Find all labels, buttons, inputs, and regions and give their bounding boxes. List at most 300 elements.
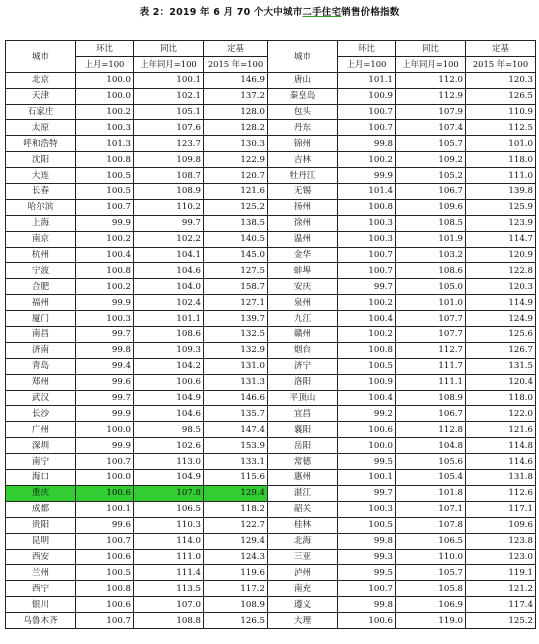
left-mom-cell: 100.5	[76, 184, 134, 200]
table-row	[6, 374, 536, 390]
right-city-cell: 丹东	[268, 120, 338, 136]
right-yoy-cell: 108.6	[396, 263, 466, 279]
left-fixed-cell: 131.0	[204, 358, 268, 374]
left-yoy-cell: 108.7	[134, 168, 204, 184]
left-mom-cell: 99.9	[76, 406, 134, 422]
left-mom-cell: 99.4	[76, 358, 134, 374]
right-city-cell: 徐州	[268, 215, 338, 231]
left-fixed-cell: 122.9	[204, 152, 268, 168]
left-yoy-cell: 99.7	[134, 215, 204, 231]
right-yoy-cell: 106.7	[396, 184, 466, 200]
table-title	[0, 4, 539, 18]
right-fixed-cell: 101.0	[466, 136, 536, 152]
right-fixed-cell: 109.6	[466, 517, 536, 533]
left-city-cell: 乌鲁木齐	[6, 613, 76, 629]
right-fixed-cell: 139.8	[466, 184, 536, 200]
left-fixed-cell: 137.2	[204, 88, 268, 104]
right-mom-cell: 100.8	[338, 342, 396, 358]
right-mom-cell: 99.5	[338, 565, 396, 581]
right-mom-cell: 100.6	[338, 422, 396, 438]
left-mom-cell: 100.0	[76, 72, 134, 88]
left-mom-cell: 100.2	[76, 231, 134, 247]
right-city-cell: 桂林	[268, 517, 338, 533]
right-yoy-cell: 106.7	[396, 406, 466, 422]
right-mom-cell: 100.7	[338, 263, 396, 279]
right-mom-cell: 100.7	[338, 247, 396, 263]
right-yoy-cell: 105.8	[396, 581, 466, 597]
table-row	[6, 120, 536, 136]
right-fixed-cell: 114.8	[466, 438, 536, 454]
left-fixed-cell: 127.5	[204, 263, 268, 279]
table-row	[6, 247, 536, 263]
table-row	[6, 342, 536, 358]
left-yoy-cell: 109.3	[134, 342, 204, 358]
header-city: 城市	[268, 41, 338, 73]
left-mom-cell: 100.3	[76, 311, 134, 327]
left-yoy-cell: 104.6	[134, 406, 204, 422]
right-fixed-cell: 125.9	[466, 199, 536, 215]
table-row	[6, 327, 536, 343]
table-row	[6, 295, 536, 311]
right-mom-cell: 100.5	[338, 358, 396, 374]
header-fixed: 定基	[204, 41, 268, 57]
table-row	[6, 549, 536, 565]
table-row	[6, 72, 536, 88]
right-mom-cell: 100.3	[338, 501, 396, 517]
right-city-cell: 温州	[268, 231, 338, 247]
left-mom-cell: 100.5	[76, 565, 134, 581]
right-yoy-cell: 105.2	[396, 168, 466, 184]
right-mom-cell: 100.5	[338, 517, 396, 533]
right-yoy-cell: 105.4	[396, 470, 466, 486]
left-city-cell: 广州	[6, 422, 76, 438]
left-city-cell: 杭州	[6, 247, 76, 263]
right-city-cell: 常德	[268, 454, 338, 470]
left-mom-cell: 100.2	[76, 104, 134, 120]
left-yoy-cell: 123.7	[134, 136, 204, 152]
table-row	[6, 485, 536, 501]
left-mom-cell: 100.0	[76, 422, 134, 438]
left-fixed-cell: 147.4	[204, 422, 268, 438]
table-row	[6, 358, 536, 374]
left-city-cell: 大连	[6, 168, 76, 184]
table-row	[6, 581, 536, 597]
right-mom-cell: 100.9	[338, 374, 396, 390]
header-fixed-base: 2015 年=100	[466, 56, 536, 72]
left-fixed-cell: 139.7	[204, 311, 268, 327]
left-yoy-cell: 102.4	[134, 295, 204, 311]
table-row	[6, 136, 536, 152]
right-mom-cell: 100.6	[338, 613, 396, 629]
left-city-cell: 深圳	[6, 438, 76, 454]
right-city-cell: 平顶山	[268, 390, 338, 406]
left-mom-cell: 99.7	[76, 327, 134, 343]
right-mom-cell: 100.2	[338, 327, 396, 343]
left-city-cell: 合肥	[6, 279, 76, 295]
left-mom-cell: 99.9	[76, 215, 134, 231]
right-city-cell: 锦州	[268, 136, 338, 152]
left-mom-cell: 100.0	[76, 88, 134, 104]
header-fixed-base: 2015 年=100	[204, 56, 268, 72]
right-fixed-cell: 123.9	[466, 215, 536, 231]
right-fixed-cell: 131.8	[466, 470, 536, 486]
header-mom-base: 上月=100	[76, 56, 134, 72]
left-fixed-cell: 140.5	[204, 231, 268, 247]
right-fixed-cell: 122.8	[466, 263, 536, 279]
left-fixed-cell: 126.5	[204, 613, 268, 629]
table-row	[6, 199, 536, 215]
price-index-table	[5, 40, 536, 629]
left-fixed-cell: 146.9	[204, 72, 268, 88]
left-city-cell: 贵阳	[6, 517, 76, 533]
table-row	[6, 311, 536, 327]
table-row	[6, 215, 536, 231]
right-yoy-cell: 107.1	[396, 501, 466, 517]
right-yoy-cell: 107.8	[396, 517, 466, 533]
left-mom-cell: 100.8	[76, 152, 134, 168]
right-city-cell: 包头	[268, 104, 338, 120]
table-row	[6, 501, 536, 517]
right-mom-cell: 100.8	[338, 199, 396, 215]
right-mom-cell: 99.7	[338, 485, 396, 501]
left-fixed-cell: 132.5	[204, 327, 268, 343]
right-fixed-cell: 112.6	[466, 485, 536, 501]
left-fixed-cell: 124.3	[204, 549, 268, 565]
header-yoy-base: 上年同月=100	[134, 56, 204, 72]
table-row	[6, 184, 536, 200]
left-yoy-cell: 108.8	[134, 613, 204, 629]
left-mom-cell: 99.9	[76, 438, 134, 454]
right-yoy-cell: 107.7	[396, 327, 466, 343]
left-yoy-cell: 98.5	[134, 422, 204, 438]
left-fixed-cell: 146.6	[204, 390, 268, 406]
right-city-cell: 大理	[268, 613, 338, 629]
left-fixed-cell: 118.2	[204, 501, 268, 517]
right-fixed-cell: 117.4	[466, 597, 536, 613]
left-yoy-cell: 105.1	[134, 104, 204, 120]
left-fixed-cell: 122.7	[204, 517, 268, 533]
right-mom-cell: 100.4	[338, 390, 396, 406]
table-row	[6, 231, 536, 247]
right-yoy-cell: 101.9	[396, 231, 466, 247]
left-mom-cell: 100.4	[76, 247, 134, 263]
left-yoy-cell: 111.4	[134, 565, 204, 581]
left-yoy-cell: 107.0	[134, 597, 204, 613]
right-city-cell: 湛江	[268, 485, 338, 501]
left-city-cell: 银川	[6, 597, 76, 613]
header-yoy: 同比	[396, 41, 466, 57]
table-row	[6, 470, 536, 486]
left-mom-cell: 100.3	[76, 120, 134, 136]
right-yoy-cell: 108.5	[396, 215, 466, 231]
right-fixed-cell: 114.7	[466, 231, 536, 247]
left-fixed-cell: 135.7	[204, 406, 268, 422]
right-fixed-cell: 121.6	[466, 422, 536, 438]
right-mom-cell: 99.8	[338, 597, 396, 613]
left-mom-cell: 100.1	[76, 501, 134, 517]
left-mom-cell: 100.5	[76, 168, 134, 184]
right-mom-cell: 99.8	[338, 136, 396, 152]
right-city-cell: 烟台	[268, 342, 338, 358]
left-yoy-cell: 104.1	[134, 247, 204, 263]
right-city-cell: 吉林	[268, 152, 338, 168]
left-city-cell: 北京	[6, 72, 76, 88]
right-fixed-cell: 126.5	[466, 88, 536, 104]
right-city-cell: 牡丹江	[268, 168, 338, 184]
left-city-cell: 哈尔滨	[6, 199, 76, 215]
right-yoy-cell: 101.0	[396, 295, 466, 311]
left-mom-cell: 99.6	[76, 517, 134, 533]
right-city-cell: 泸州	[268, 565, 338, 581]
left-fixed-cell: 125.2	[204, 199, 268, 215]
left-fixed-cell: 121.6	[204, 184, 268, 200]
header-yoy: 同比	[134, 41, 204, 57]
left-fixed-cell: 117.2	[204, 581, 268, 597]
right-yoy-cell: 107.9	[396, 104, 466, 120]
right-city-cell: 九江	[268, 311, 338, 327]
left-mom-cell: 100.7	[76, 533, 134, 549]
right-mom-cell: 99.7	[338, 279, 396, 295]
right-yoy-cell: 105.7	[396, 136, 466, 152]
left-city-cell: 郑州	[6, 374, 76, 390]
left-yoy-cell: 114.0	[134, 533, 204, 549]
table-row	[6, 390, 536, 406]
right-fixed-cell: 121.2	[466, 581, 536, 597]
right-mom-cell: 99.8	[338, 533, 396, 549]
left-yoy-cell: 101.1	[134, 311, 204, 327]
left-yoy-cell: 107.6	[134, 120, 204, 136]
table-row	[6, 279, 536, 295]
right-fixed-cell: 111.0	[466, 168, 536, 184]
right-mom-cell: 100.0	[338, 438, 396, 454]
left-city-cell: 南宁	[6, 454, 76, 470]
left-city-cell: 南京	[6, 231, 76, 247]
title-suffix: 销售价格指数	[341, 7, 400, 18]
left-city-cell: 长沙	[6, 406, 76, 422]
left-mom-cell: 100.8	[76, 263, 134, 279]
right-mom-cell: 99.2	[338, 406, 396, 422]
left-yoy-cell: 100.1	[134, 72, 204, 88]
header-mom-base: 上月=100	[338, 56, 396, 72]
right-fixed-cell: 131.5	[466, 358, 536, 374]
table-row	[6, 597, 536, 613]
left-fixed-cell: 158.7	[204, 279, 268, 295]
left-yoy-cell: 110.3	[134, 517, 204, 533]
table-row	[6, 565, 536, 581]
right-yoy-cell: 108.9	[396, 390, 466, 406]
table-row	[6, 517, 536, 533]
left-mom-cell: 99.8	[76, 342, 134, 358]
right-mom-cell: 100.7	[338, 581, 396, 597]
left-yoy-cell: 113.0	[134, 454, 204, 470]
left-yoy-cell: 106.5	[134, 501, 204, 517]
right-yoy-cell: 105.6	[396, 454, 466, 470]
left-mom-cell: 100.7	[76, 199, 134, 215]
right-city-cell: 韶关	[268, 501, 338, 517]
left-city-cell: 重庆	[6, 485, 76, 501]
left-fixed-cell: 119.6	[204, 565, 268, 581]
right-city-cell: 扬州	[268, 199, 338, 215]
left-yoy-cell: 102.2	[134, 231, 204, 247]
right-fixed-cell: 120.3	[466, 279, 536, 295]
right-yoy-cell: 109.2	[396, 152, 466, 168]
right-yoy-cell: 105.7	[396, 565, 466, 581]
left-fixed-cell: 153.9	[204, 438, 268, 454]
right-city-cell: 宜昌	[268, 406, 338, 422]
left-city-cell: 南昌	[6, 327, 76, 343]
left-yoy-cell: 109.8	[134, 152, 204, 168]
right-mom-cell: 99.5	[338, 454, 396, 470]
left-city-cell: 兰州	[6, 565, 76, 581]
right-yoy-cell: 119.0	[396, 613, 466, 629]
header-mom: 环比	[338, 41, 396, 57]
right-city-cell: 济宁	[268, 358, 338, 374]
right-city-cell: 洛阳	[268, 374, 338, 390]
right-yoy-cell: 105.0	[396, 279, 466, 295]
left-mom-cell: 100.6	[76, 485, 134, 501]
right-fixed-cell: 120.9	[466, 247, 536, 263]
left-fixed-cell: 131.3	[204, 374, 268, 390]
right-city-cell: 三亚	[268, 549, 338, 565]
right-fixed-cell: 118.0	[466, 152, 536, 168]
right-mom-cell: 100.2	[338, 152, 396, 168]
left-yoy-cell: 102.6	[134, 438, 204, 454]
left-city-cell: 长春	[6, 184, 76, 200]
left-city-cell: 济南	[6, 342, 76, 358]
left-mom-cell: 100.2	[76, 279, 134, 295]
right-fixed-cell: 125.6	[466, 327, 536, 343]
left-city-cell: 呼和浩特	[6, 136, 76, 152]
left-fixed-cell: 128.2	[204, 120, 268, 136]
right-fixed-cell: 119.1	[466, 565, 536, 581]
left-mom-cell: 100.6	[76, 549, 134, 565]
right-city-cell: 泉州	[268, 295, 338, 311]
left-mom-cell: 100.7	[76, 454, 134, 470]
left-yoy-cell: 100.6	[134, 374, 204, 390]
right-mom-cell: 99.3	[338, 549, 396, 565]
left-mom-cell: 100.6	[76, 597, 134, 613]
left-city-cell: 青岛	[6, 358, 76, 374]
right-fixed-cell: 124.9	[466, 311, 536, 327]
left-city-cell: 石家庄	[6, 104, 76, 120]
right-city-cell: 无锡	[268, 184, 338, 200]
right-mom-cell: 100.7	[338, 104, 396, 120]
right-fixed-cell: 120.4	[466, 374, 536, 390]
left-fixed-cell: 145.0	[204, 247, 268, 263]
header-mom: 环比	[76, 41, 134, 57]
right-yoy-cell: 109.6	[396, 199, 466, 215]
left-fixed-cell: 130.3	[204, 136, 268, 152]
right-fixed-cell: 118.0	[466, 390, 536, 406]
header-city: 城市	[6, 41, 76, 73]
header-fixed: 定基	[466, 41, 536, 57]
left-yoy-cell: 104.0	[134, 279, 204, 295]
right-fixed-cell: 114.9	[466, 295, 536, 311]
right-mom-cell: 99.9	[338, 168, 396, 184]
left-city-cell: 宁波	[6, 263, 76, 279]
left-yoy-cell: 102.1	[134, 88, 204, 104]
left-city-cell: 成都	[6, 501, 76, 517]
left-city-cell: 昆明	[6, 533, 76, 549]
left-city-cell: 武汉	[6, 390, 76, 406]
right-yoy-cell: 104.8	[396, 438, 466, 454]
table-header	[6, 41, 536, 73]
left-yoy-cell: 113.5	[134, 581, 204, 597]
left-fixed-cell: 132.9	[204, 342, 268, 358]
right-mom-cell: 100.3	[338, 231, 396, 247]
left-fixed-cell: 108.9	[204, 597, 268, 613]
right-yoy-cell: 111.1	[396, 374, 466, 390]
right-yoy-cell: 111.7	[396, 358, 466, 374]
left-city-cell: 天津	[6, 88, 76, 104]
left-fixed-cell: 129.4	[204, 533, 268, 549]
table-row	[6, 438, 536, 454]
table-row	[6, 263, 536, 279]
right-mom-cell: 100.3	[338, 215, 396, 231]
left-city-cell: 上海	[6, 215, 76, 231]
left-city-cell: 厦门	[6, 311, 76, 327]
right-fixed-cell: 123.8	[466, 533, 536, 549]
left-yoy-cell: 104.9	[134, 470, 204, 486]
right-fixed-cell: 110.9	[466, 104, 536, 120]
right-fixed-cell: 123.0	[466, 549, 536, 565]
right-yoy-cell: 101.8	[396, 485, 466, 501]
right-yoy-cell: 106.5	[396, 533, 466, 549]
right-fixed-cell: 120.3	[466, 72, 536, 88]
right-yoy-cell: 107.4	[396, 120, 466, 136]
left-mom-cell: 100.7	[76, 613, 134, 629]
left-mom-cell: 100.0	[76, 470, 134, 486]
right-city-cell: 襄阳	[268, 422, 338, 438]
left-yoy-cell: 108.6	[134, 327, 204, 343]
table-row	[6, 152, 536, 168]
left-fixed-cell: 127.1	[204, 295, 268, 311]
table-row	[6, 406, 536, 422]
right-mom-cell: 100.7	[338, 120, 396, 136]
left-city-cell: 西安	[6, 549, 76, 565]
table-row	[6, 104, 536, 120]
right-city-cell: 惠州	[268, 470, 338, 486]
right-mom-cell: 101.4	[338, 184, 396, 200]
right-fixed-cell: 125.2	[466, 613, 536, 629]
left-yoy-cell: 104.9	[134, 390, 204, 406]
table-row	[6, 533, 536, 549]
left-city-cell: 沈阳	[6, 152, 76, 168]
left-yoy-cell: 107.8	[134, 485, 204, 501]
right-city-cell: 岳阳	[268, 438, 338, 454]
right-mom-cell: 100.4	[338, 311, 396, 327]
right-yoy-cell: 103.2	[396, 247, 466, 263]
right-yoy-cell: 112.9	[396, 88, 466, 104]
table-row	[6, 168, 536, 184]
right-city-cell: 北海	[268, 533, 338, 549]
right-city-cell: 秦皇岛	[268, 88, 338, 104]
left-mom-cell: 99.6	[76, 374, 134, 390]
left-fixed-cell: 133.1	[204, 454, 268, 470]
right-mom-cell: 100.9	[338, 88, 396, 104]
right-fixed-cell: 122.0	[466, 406, 536, 422]
right-yoy-cell: 110.0	[396, 549, 466, 565]
left-yoy-cell: 111.0	[134, 549, 204, 565]
header-yoy-base: 上年同月=100	[396, 56, 466, 72]
right-city-cell: 金华	[268, 247, 338, 263]
right-city-cell: 蚌埠	[268, 263, 338, 279]
right-mom-cell: 100.2	[338, 295, 396, 311]
right-city-cell: 唐山	[268, 72, 338, 88]
right-yoy-cell: 112.8	[396, 422, 466, 438]
right-yoy-cell: 106.9	[396, 597, 466, 613]
right-fixed-cell: 117.1	[466, 501, 536, 517]
